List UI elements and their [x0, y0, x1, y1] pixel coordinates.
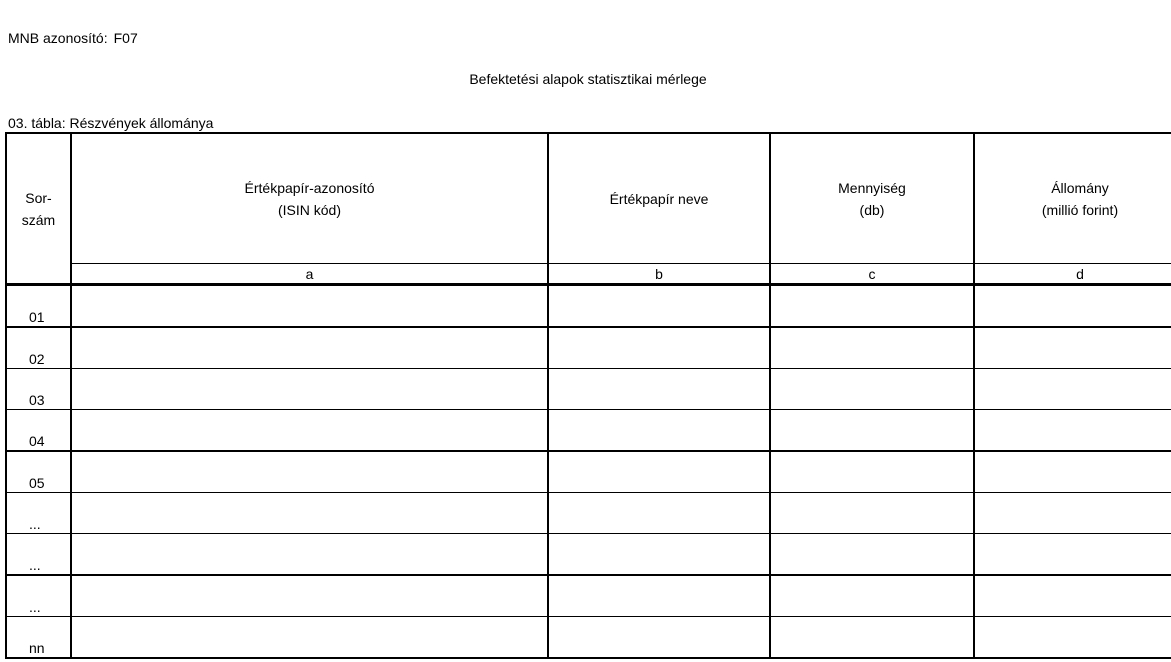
header-amount: Állomány (millió forint) [974, 133, 1171, 264]
cell-amount[interactable] [974, 493, 1171, 534]
cell-quantity[interactable] [770, 369, 974, 410]
header-sorszam: Sor- szám [6, 133, 71, 285]
cell-security-name[interactable] [548, 327, 770, 369]
column-letter-a: a [71, 264, 548, 285]
cell-quantity[interactable] [770, 327, 974, 369]
cell-amount[interactable] [974, 451, 1171, 493]
header-security-name: Értékpapír neve [548, 133, 770, 264]
cell-quantity[interactable] [770, 575, 974, 617]
cell-quantity[interactable] [770, 617, 974, 659]
cell-amount[interactable] [974, 534, 1171, 576]
cell-security-name[interactable] [548, 285, 770, 328]
table-row [6, 369, 1171, 410]
cell-security-name[interactable] [548, 493, 770, 534]
mnb-code: F07 [113, 30, 138, 46]
cell-isin[interactable] [71, 410, 548, 452]
cell-isin[interactable] [71, 617, 548, 659]
header-isin: Értékpapír-azonosító (ISIN kód) [71, 133, 548, 264]
column-letter-c: c [770, 264, 974, 285]
cell-isin[interactable] [71, 285, 548, 328]
cell-amount[interactable] [974, 369, 1171, 410]
mnb-label: MNB azonosító: [8, 30, 108, 46]
table-row [6, 534, 1171, 576]
cell-amount[interactable] [974, 575, 1171, 617]
cell-isin[interactable] [71, 534, 548, 576]
column-letter-d: d [974, 264, 1171, 285]
cell-isin[interactable] [71, 451, 548, 493]
row-number: 05 [6, 451, 71, 493]
cell-quantity[interactable] [770, 493, 974, 534]
row-number: 03 [6, 369, 71, 410]
table-row [6, 451, 1171, 493]
cell-isin[interactable] [71, 369, 548, 410]
cell-quantity[interactable] [770, 410, 974, 452]
cell-quantity[interactable] [770, 451, 974, 493]
cell-isin[interactable] [71, 575, 548, 617]
cell-isin[interactable] [71, 493, 548, 534]
table-row [6, 410, 1171, 452]
cell-security-name[interactable] [548, 534, 770, 576]
row-number: 02 [6, 327, 71, 369]
cell-amount[interactable] [974, 617, 1171, 659]
row-number: ... [6, 575, 71, 617]
mnb-identifier [8, 30, 138, 46]
table-row [6, 575, 1171, 617]
row-number: 01 [6, 285, 71, 328]
table-row [6, 617, 1171, 659]
column-letter-b: b [548, 264, 770, 285]
cell-amount[interactable] [974, 327, 1171, 369]
shares-table [5, 132, 1171, 659]
table-row [6, 285, 1171, 328]
header-quantity: Mennyiség (db) [770, 133, 974, 264]
cell-amount[interactable] [974, 285, 1171, 328]
cell-quantity[interactable] [770, 534, 974, 576]
cell-amount[interactable] [974, 410, 1171, 452]
table-caption: 03. tábla: Részvények állománya [8, 115, 214, 131]
table-row [6, 493, 1171, 534]
cell-isin[interactable] [71, 327, 548, 369]
cell-security-name[interactable] [548, 575, 770, 617]
cell-security-name[interactable] [548, 451, 770, 493]
cell-quantity[interactable] [770, 285, 974, 328]
row-number: ... [6, 493, 71, 534]
cell-security-name[interactable] [548, 369, 770, 410]
table-row [6, 327, 1171, 369]
row-number: nn [6, 617, 71, 659]
row-number: ... [6, 534, 71, 576]
row-number: 04 [6, 410, 71, 452]
document-title: Befektetési alapok statisztikai mérlege [469, 71, 707, 87]
cell-security-name[interactable] [548, 410, 770, 452]
cell-security-name[interactable] [548, 617, 770, 659]
